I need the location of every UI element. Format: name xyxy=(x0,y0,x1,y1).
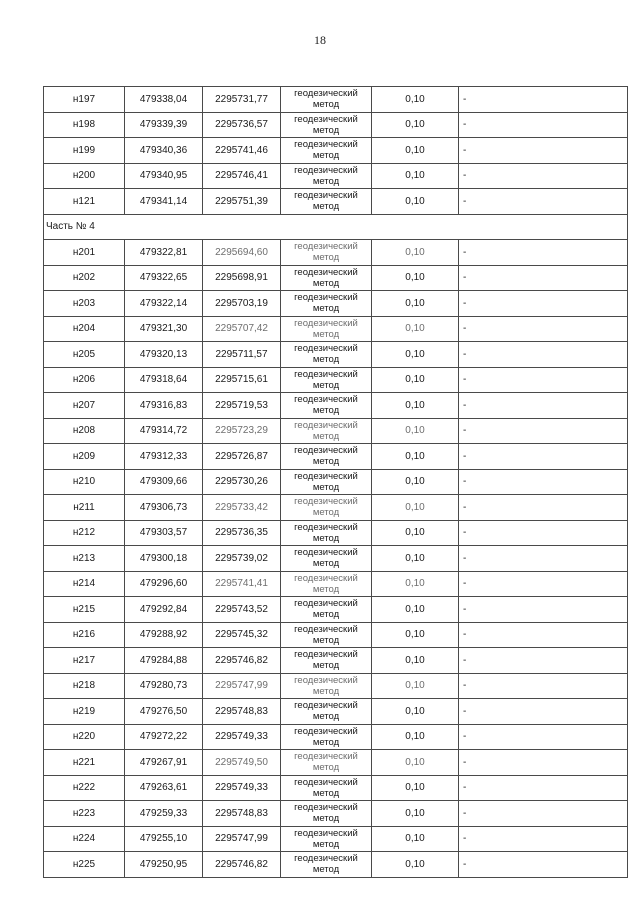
description: - xyxy=(459,342,628,368)
x-coordinate: 479341,14 xyxy=(125,189,203,215)
x-coordinate: 479284,88 xyxy=(125,648,203,674)
y-coordinate: 2295733,42 xyxy=(203,495,281,521)
y-coordinate: 2295715,61 xyxy=(203,367,281,393)
table-row xyxy=(44,648,628,674)
description: - xyxy=(459,673,628,699)
method: геодезический метод xyxy=(281,597,372,623)
accuracy: 0,10 xyxy=(372,265,459,291)
description: - xyxy=(459,469,628,495)
y-coordinate: 2295748,83 xyxy=(203,801,281,827)
x-coordinate: 479306,73 xyxy=(125,495,203,521)
method: геодезический метод xyxy=(281,571,372,597)
method: геодезический метод xyxy=(281,240,372,266)
table-row xyxy=(44,418,628,444)
point-id: н206 xyxy=(44,367,125,393)
table-row xyxy=(44,571,628,597)
point-id: н202 xyxy=(44,265,125,291)
method: геодезический метод xyxy=(281,673,372,699)
method: геодезический метод xyxy=(281,316,372,342)
y-coordinate: 2295736,35 xyxy=(203,520,281,546)
description: - xyxy=(459,750,628,776)
rows-before xyxy=(44,87,628,215)
x-coordinate: 479318,64 xyxy=(125,367,203,393)
method: геодезический метод xyxy=(281,699,372,725)
x-coordinate: 479296,60 xyxy=(125,571,203,597)
method: геодезический метод xyxy=(281,469,372,495)
y-coordinate: 2295719,53 xyxy=(203,393,281,419)
method: геодезический метод xyxy=(281,265,372,291)
table-row xyxy=(44,673,628,699)
description: - xyxy=(459,775,628,801)
section-row xyxy=(44,214,628,240)
description: - xyxy=(459,495,628,521)
y-coordinate: 2295746,82 xyxy=(203,852,281,878)
accuracy: 0,10 xyxy=(372,673,459,699)
x-coordinate: 479300,18 xyxy=(125,546,203,572)
point-id: н205 xyxy=(44,342,125,368)
point-id: н203 xyxy=(44,291,125,317)
x-coordinate: 479314,72 xyxy=(125,418,203,444)
accuracy: 0,10 xyxy=(372,444,459,470)
point-id: н211 xyxy=(44,495,125,521)
point-id: н209 xyxy=(44,444,125,470)
x-coordinate: 479309,66 xyxy=(125,469,203,495)
section-label: Часть № 4 xyxy=(44,214,628,240)
accuracy: 0,10 xyxy=(372,495,459,521)
table-row xyxy=(44,826,628,852)
description: - xyxy=(459,520,628,546)
method: геодезический метод xyxy=(281,648,372,674)
description: - xyxy=(459,597,628,623)
x-coordinate: 479322,81 xyxy=(125,240,203,266)
table-row xyxy=(44,112,628,138)
description: - xyxy=(459,393,628,419)
y-coordinate: 2295745,32 xyxy=(203,622,281,648)
y-coordinate: 2295743,52 xyxy=(203,597,281,623)
point-id: н223 xyxy=(44,801,125,827)
point-id: н200 xyxy=(44,163,125,189)
method: геодезический метод xyxy=(281,750,372,776)
y-coordinate: 2295736,57 xyxy=(203,112,281,138)
description: - xyxy=(459,852,628,878)
description: - xyxy=(459,265,628,291)
point-id: н197 xyxy=(44,87,125,113)
description: - xyxy=(459,367,628,393)
table-row xyxy=(44,852,628,878)
y-coordinate: 2295741,41 xyxy=(203,571,281,597)
description: - xyxy=(459,648,628,674)
x-coordinate: 479338,04 xyxy=(125,87,203,113)
table-row xyxy=(44,546,628,572)
page-number: 18 xyxy=(314,33,326,47)
point-id: н220 xyxy=(44,724,125,750)
accuracy: 0,10 xyxy=(372,112,459,138)
y-coordinate: 2295730,26 xyxy=(203,469,281,495)
method: геодезический метод xyxy=(281,495,372,521)
x-coordinate: 479250,95 xyxy=(125,852,203,878)
accuracy: 0,10 xyxy=(372,138,459,164)
point-id: н219 xyxy=(44,699,125,725)
description: - xyxy=(459,189,628,215)
x-coordinate: 479322,65 xyxy=(125,265,203,291)
description: - xyxy=(459,546,628,572)
y-coordinate: 2295748,83 xyxy=(203,699,281,725)
coordinates-table xyxy=(43,86,628,878)
point-id: н225 xyxy=(44,852,125,878)
description: - xyxy=(459,316,628,342)
accuracy: 0,10 xyxy=(372,520,459,546)
rows-after xyxy=(44,240,628,878)
table-row xyxy=(44,265,628,291)
point-id: н207 xyxy=(44,393,125,419)
description: - xyxy=(459,444,628,470)
y-coordinate: 2295747,99 xyxy=(203,673,281,699)
table-row xyxy=(44,291,628,317)
point-id: н199 xyxy=(44,138,125,164)
y-coordinate: 2295749,50 xyxy=(203,750,281,776)
table-row xyxy=(44,622,628,648)
accuracy: 0,10 xyxy=(372,393,459,419)
accuracy: 0,10 xyxy=(372,546,459,572)
x-coordinate: 479303,57 xyxy=(125,520,203,546)
method: геодезический метод xyxy=(281,87,372,113)
point-id: н213 xyxy=(44,546,125,572)
x-coordinate: 479320,13 xyxy=(125,342,203,368)
accuracy: 0,10 xyxy=(372,597,459,623)
method: геодезический метод xyxy=(281,112,372,138)
description: - xyxy=(459,291,628,317)
x-coordinate: 479272,22 xyxy=(125,724,203,750)
x-coordinate: 479340,36 xyxy=(125,138,203,164)
y-coordinate: 2295741,46 xyxy=(203,138,281,164)
x-coordinate: 479255,10 xyxy=(125,826,203,852)
method: геодезический метод xyxy=(281,852,372,878)
accuracy: 0,10 xyxy=(372,724,459,750)
table-row xyxy=(44,163,628,189)
table-row xyxy=(44,801,628,827)
y-coordinate: 2295746,82 xyxy=(203,648,281,674)
accuracy: 0,10 xyxy=(372,418,459,444)
description: - xyxy=(459,699,628,725)
y-coordinate: 2295711,57 xyxy=(203,342,281,368)
method: геодезический метод xyxy=(281,393,372,419)
x-coordinate: 479292,84 xyxy=(125,597,203,623)
description: - xyxy=(459,801,628,827)
method: геодезический метод xyxy=(281,775,372,801)
description: - xyxy=(459,571,628,597)
method: геодезический метод xyxy=(281,520,372,546)
method: геодезический метод xyxy=(281,367,372,393)
accuracy: 0,10 xyxy=(372,699,459,725)
accuracy: 0,10 xyxy=(372,291,459,317)
point-id: н221 xyxy=(44,750,125,776)
x-coordinate: 479259,33 xyxy=(125,801,203,827)
point-id: н210 xyxy=(44,469,125,495)
description: - xyxy=(459,724,628,750)
table-row xyxy=(44,469,628,495)
description: - xyxy=(459,112,628,138)
description: - xyxy=(459,418,628,444)
y-coordinate: 2295746,41 xyxy=(203,163,281,189)
accuracy: 0,10 xyxy=(372,87,459,113)
table-row xyxy=(44,316,628,342)
point-id: н208 xyxy=(44,418,125,444)
x-coordinate: 479312,33 xyxy=(125,444,203,470)
point-id: н222 xyxy=(44,775,125,801)
method: геодезический метод xyxy=(281,418,372,444)
method: геодезический метод xyxy=(281,444,372,470)
y-coordinate: 2295694,60 xyxy=(203,240,281,266)
table-row xyxy=(44,342,628,368)
description: - xyxy=(459,138,628,164)
accuracy: 0,10 xyxy=(372,801,459,827)
x-coordinate: 479276,50 xyxy=(125,699,203,725)
x-coordinate: 479322,14 xyxy=(125,291,203,317)
method: геодезический метод xyxy=(281,291,372,317)
table-row xyxy=(44,775,628,801)
accuracy: 0,10 xyxy=(372,826,459,852)
accuracy: 0,10 xyxy=(372,469,459,495)
y-coordinate: 2295749,33 xyxy=(203,775,281,801)
point-id: н198 xyxy=(44,112,125,138)
x-coordinate: 479339,39 xyxy=(125,112,203,138)
table-row xyxy=(44,597,628,623)
table-row xyxy=(44,520,628,546)
accuracy: 0,10 xyxy=(372,240,459,266)
y-coordinate: 2295739,02 xyxy=(203,546,281,572)
x-coordinate: 479288,92 xyxy=(125,622,203,648)
table-row xyxy=(44,393,628,419)
method: геодезический метод xyxy=(281,163,372,189)
method: геодезический метод xyxy=(281,189,372,215)
description: - xyxy=(459,163,628,189)
accuracy: 0,10 xyxy=(372,316,459,342)
table-row xyxy=(44,699,628,725)
table-row xyxy=(44,367,628,393)
accuracy: 0,10 xyxy=(372,622,459,648)
table-row xyxy=(44,495,628,521)
accuracy: 0,10 xyxy=(372,648,459,674)
method: геодезический метод xyxy=(281,724,372,750)
point-id: н216 xyxy=(44,622,125,648)
accuracy: 0,10 xyxy=(372,852,459,878)
table-row xyxy=(44,138,628,164)
accuracy: 0,10 xyxy=(372,189,459,215)
accuracy: 0,10 xyxy=(372,342,459,368)
table-row xyxy=(44,750,628,776)
y-coordinate: 2295698,91 xyxy=(203,265,281,291)
table-row xyxy=(44,444,628,470)
point-id: н212 xyxy=(44,520,125,546)
x-coordinate: 479267,91 xyxy=(125,750,203,776)
point-id: н215 xyxy=(44,597,125,623)
description: - xyxy=(459,622,628,648)
x-coordinate: 479263,61 xyxy=(125,775,203,801)
accuracy: 0,10 xyxy=(372,750,459,776)
accuracy: 0,10 xyxy=(372,163,459,189)
x-coordinate: 479340,95 xyxy=(125,163,203,189)
point-id: н218 xyxy=(44,673,125,699)
point-id: н214 xyxy=(44,571,125,597)
accuracy: 0,10 xyxy=(372,571,459,597)
table-row xyxy=(44,189,628,215)
method: геодезический метод xyxy=(281,801,372,827)
table-row xyxy=(44,87,628,113)
description: - xyxy=(459,826,628,852)
table-row xyxy=(44,240,628,266)
y-coordinate: 2295731,77 xyxy=(203,87,281,113)
point-id: н204 xyxy=(44,316,125,342)
description: - xyxy=(459,87,628,113)
accuracy: 0,10 xyxy=(372,367,459,393)
method: геодезический метод xyxy=(281,342,372,368)
point-id: н217 xyxy=(44,648,125,674)
description: - xyxy=(459,240,628,266)
point-id: н121 xyxy=(44,189,125,215)
method: геодезический метод xyxy=(281,622,372,648)
section-header xyxy=(44,214,628,240)
table-row xyxy=(44,724,628,750)
x-coordinate: 479321,30 xyxy=(125,316,203,342)
point-id: н224 xyxy=(44,826,125,852)
method: геодезический метод xyxy=(281,826,372,852)
y-coordinate: 2295751,39 xyxy=(203,189,281,215)
y-coordinate: 2295747,99 xyxy=(203,826,281,852)
point-id: н201 xyxy=(44,240,125,266)
y-coordinate: 2295723,29 xyxy=(203,418,281,444)
y-coordinate: 2295703,19 xyxy=(203,291,281,317)
x-coordinate: 479280,73 xyxy=(125,673,203,699)
method: геодезический метод xyxy=(281,546,372,572)
accuracy: 0,10 xyxy=(372,775,459,801)
x-coordinate: 479316,83 xyxy=(125,393,203,419)
y-coordinate: 2295707,42 xyxy=(203,316,281,342)
method: геодезический метод xyxy=(281,138,372,164)
y-coordinate: 2295726,87 xyxy=(203,444,281,470)
y-coordinate: 2295749,33 xyxy=(203,724,281,750)
